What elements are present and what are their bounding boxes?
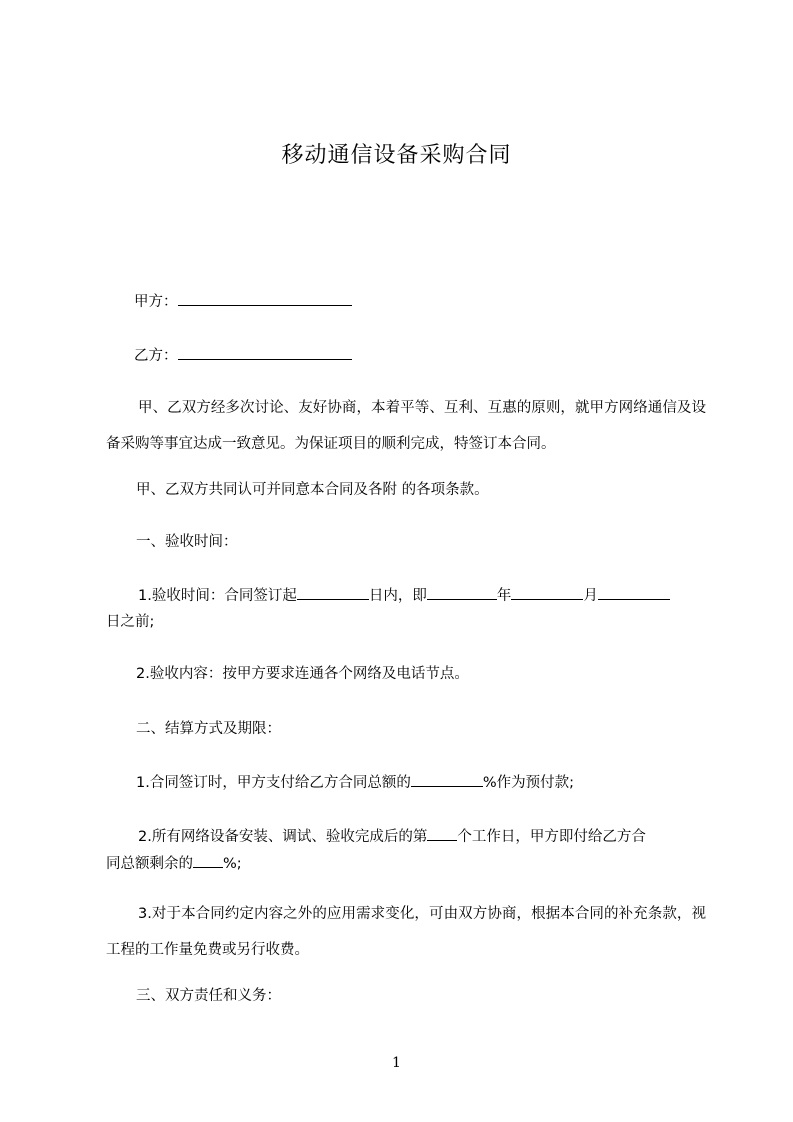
- item2-2-prefix: 2.所有网络设备安装、调试、验收完成后的第: [138, 829, 428, 845]
- item2-2-middle-part1: 个工作日，甲方即付给乙方合: [457, 829, 646, 845]
- item2-1-prefix: 1.合同签订时，甲方支付给乙方合同总额的: [136, 775, 411, 791]
- item2-1-suffix: %作为预付款;: [482, 775, 575, 791]
- document-title: 移动通信设备采购合同: [281, 143, 512, 168]
- item1-1-days-unit: 日内，即: [368, 588, 427, 604]
- party-a-label: 甲方：: [134, 294, 178, 310]
- party-b-line: [106, 345, 706, 366]
- section1-heading: [106, 532, 706, 552]
- section2-heading: [106, 719, 706, 739]
- item1-1-year-unit: 年: [496, 588, 512, 604]
- party-a-blank: [178, 291, 352, 306]
- agreement-text: 甲、乙双方共同认可并同意本合同及各附 的各项条款。: [136, 482, 489, 498]
- prepay-percent-blank: [411, 772, 483, 787]
- item1-1-line1: [106, 585, 706, 606]
- item2-2-line1: [106, 826, 706, 847]
- section1-heading-text: 一、验收时间：: [136, 534, 238, 550]
- section2-heading-text: 二、结算方式及期限：: [136, 721, 281, 737]
- section3-heading: [106, 986, 706, 1006]
- year-blank: [427, 585, 497, 600]
- item1-1-suffix: 日之前;: [106, 614, 155, 630]
- section3-heading-text: 三、双方责任和义务：: [136, 988, 281, 1004]
- party-a-line: [106, 291, 706, 312]
- intro-paragraph: 甲、乙双方经多次讨论、友好协商，本着平等、互利、互惠的原则，就甲方网络通信及设备采购等事宜达成一致意见。为保证项目的顺利完成，特签订本合同。: [106, 400, 706, 452]
- month-blank: [511, 585, 583, 600]
- item1-1-line2: [106, 612, 706, 632]
- agreement-line: [106, 480, 706, 500]
- item1-1-month-unit: 月: [583, 588, 598, 604]
- item2-1: [106, 772, 706, 793]
- item1-1-prefix: 1.验收时间：合同签订起: [138, 588, 297, 604]
- page-number: 1: [392, 1055, 401, 1071]
- party-b-blank: [178, 345, 352, 360]
- day-blank: [598, 585, 670, 600]
- party-b-label: 乙方：: [134, 348, 178, 364]
- item2-2-line2: [106, 853, 706, 874]
- remaining-percent-blank: [193, 853, 223, 868]
- item1-2-text: 2.验收内容：按甲方要求连通各个网络及电话节点。: [136, 666, 469, 682]
- item2-3: 3.对于本合同约定内容之外的应用需求变化，可由双方协商，根据本合同的补充条款，视工程的工作量免费或另行收费。: [106, 906, 706, 958]
- workday-blank: [427, 826, 457, 841]
- item2-2-suffix: %;: [223, 856, 242, 872]
- days-blank: [297, 585, 369, 600]
- item1-2: [106, 664, 706, 684]
- item2-2-middle-part2: 同总额剩余的: [106, 856, 193, 872]
